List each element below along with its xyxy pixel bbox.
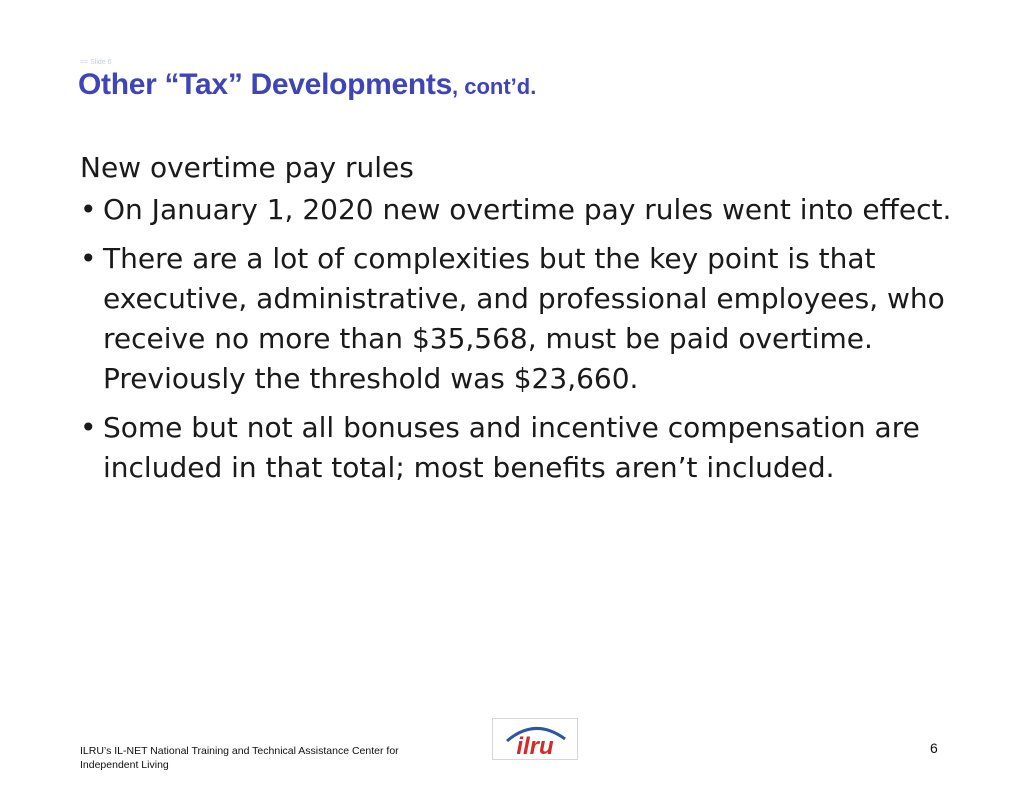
page-number: 6 (930, 740, 938, 756)
bullet-list (80, 190, 960, 488)
bullet-item: • Some but not all bonuses and incentive compensation are included in that total; most benefits aren’t included. (80, 408, 960, 488)
bullet-item: • There are a lot of complexities but the key point is that executive, administrative, and professional employees, who receive no more than $35,568, must be paid overtime. Previously the threshold was $23,660. (80, 239, 960, 399)
slide-title-sub: , cont’d. (452, 74, 537, 99)
slide-tag: == Slide 6 (80, 59, 112, 66)
slide-title (78, 68, 536, 102)
footer-line-2: Independent Living (80, 759, 169, 771)
footer-organization (80, 744, 460, 772)
bullet-item: • On January 1, 2020 new overtime pay rules went into effect. (80, 190, 960, 230)
ilru-logo-graphic (493, 719, 577, 759)
logo-text: ilru (516, 733, 554, 759)
ilru-logo (492, 718, 578, 760)
section-heading: New overtime pay rules (80, 151, 414, 184)
slide-body (80, 148, 960, 497)
slide-title-main: Other “Tax” Developments (78, 68, 453, 101)
footer-line-1: ILRU’s IL-NET National Training and Technical Assistance Center for (80, 745, 399, 757)
